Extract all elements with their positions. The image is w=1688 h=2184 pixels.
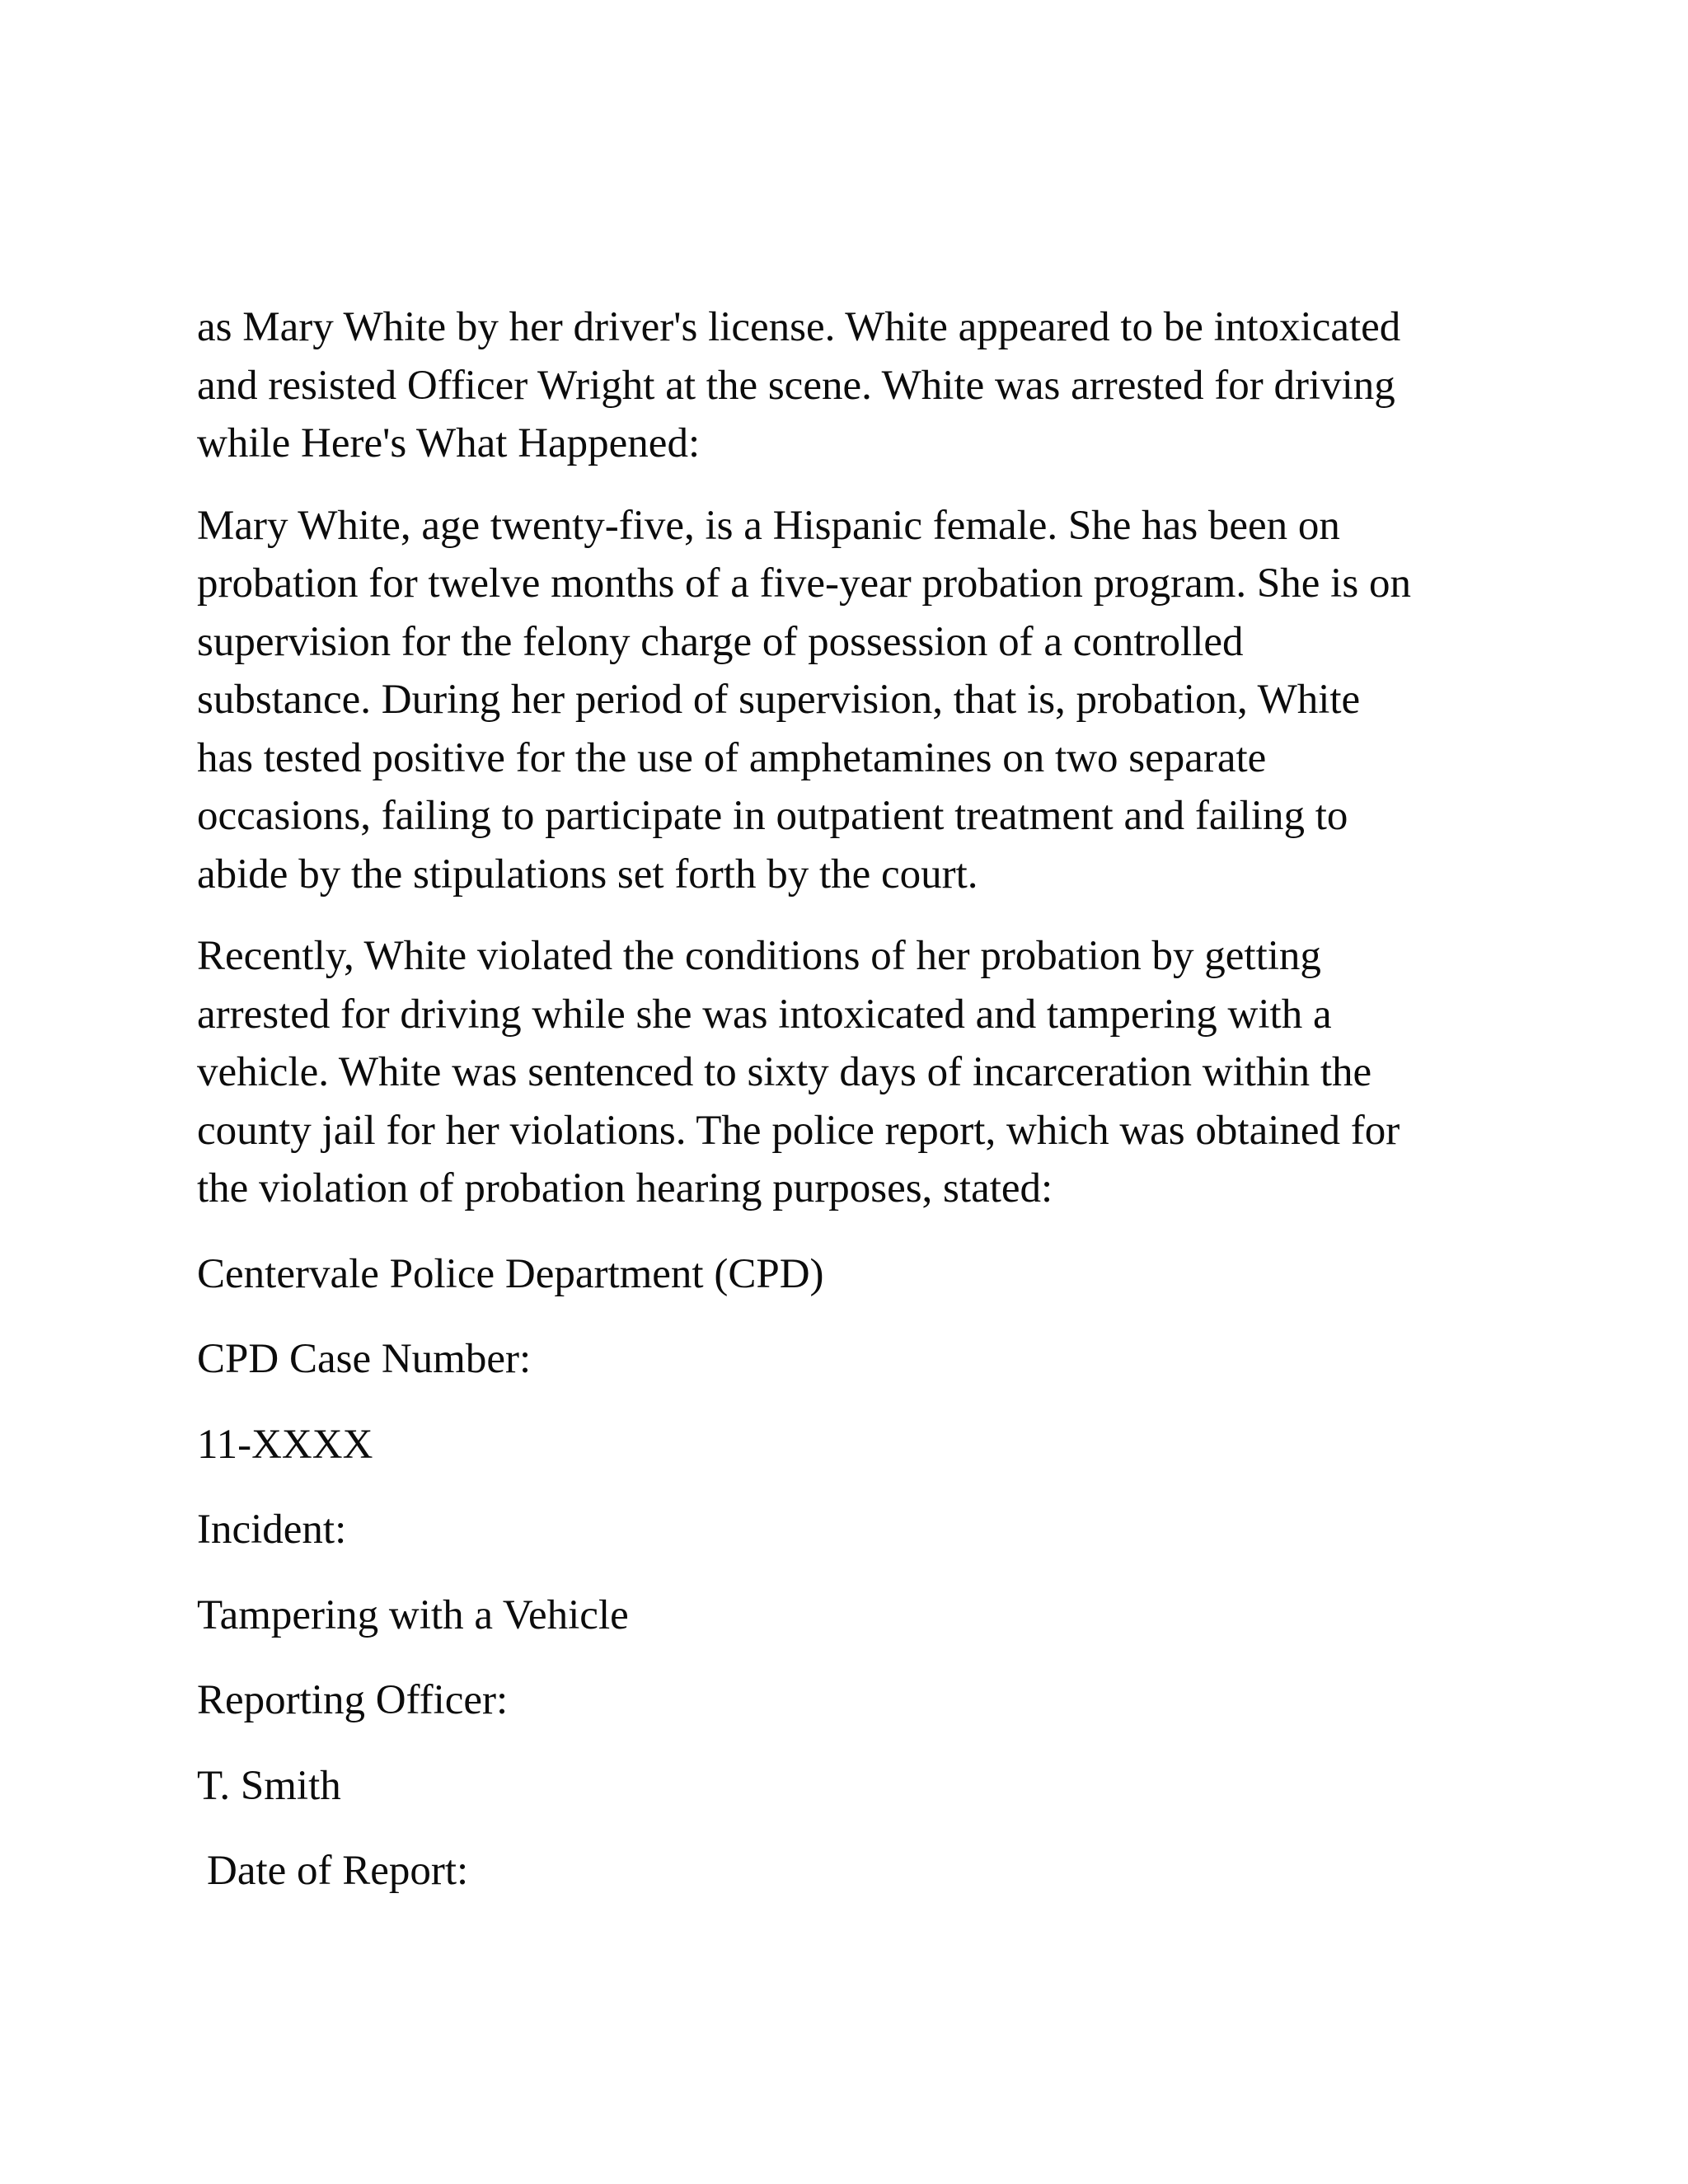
text-line: the violation of probation hearing purposes, stated: [197, 1165, 1053, 1212]
document-body [197, 298, 1483, 1900]
reporting-officer-value: T. Smith [197, 1762, 341, 1809]
incident-value: Tampering with a Vehicle [197, 1591, 629, 1638]
paragraph-3 [197, 927, 1483, 1218]
text-line: abide by the stipulations set forth by the court. [197, 851, 978, 898]
text-line: occasions, failing to participate in outpatient treatment and failing to [197, 793, 1348, 839]
case-number-value: 11-XXXX [197, 1421, 373, 1468]
text-line: while Here's What Happened: [197, 420, 701, 466]
text-line: Mary White, age twenty-five, is a Hispanic female. She has been on [197, 502, 1340, 549]
report-department: Centervale Police Department (CPD) [197, 1250, 824, 1297]
text-line: vehicle. White was sentenced to sixty days of incarceration within the [197, 1049, 1372, 1095]
paragraph-1 [197, 298, 1483, 473]
date-of-report-label: Date of Report: [207, 1848, 469, 1894]
text-line: supervision for the felony charge of possession of a controlled [197, 618, 1244, 665]
text-line: probation for twelve months of a five-year probation program. She is on [197, 560, 1411, 607]
text-line: county jail for her violations. The police report, which was obtained for [197, 1107, 1400, 1154]
text-line: arrested for driving while she was intoxicated and tampering with a [197, 991, 1332, 1038]
text-line: Recently, White violated the conditions of her probation by getting [197, 933, 1321, 979]
incident-label: Incident: [197, 1507, 347, 1553]
text-line: as Mary White by her driver's license. White appeared to be intoxicated [197, 304, 1401, 350]
text-line: substance. During her period of supervision, that is, probation, White [197, 677, 1361, 723]
reporting-officer-label: Reporting Officer: [197, 1677, 509, 1723]
text-line: and resisted Officer Wright at the scene. White was arrested for driving [197, 362, 1395, 409]
text-line: has tested positive for the use of amphetamines on two separate [197, 734, 1267, 781]
case-number-label: CPD Case Number: [197, 1336, 532, 1382]
paragraph-2 [197, 497, 1483, 904]
